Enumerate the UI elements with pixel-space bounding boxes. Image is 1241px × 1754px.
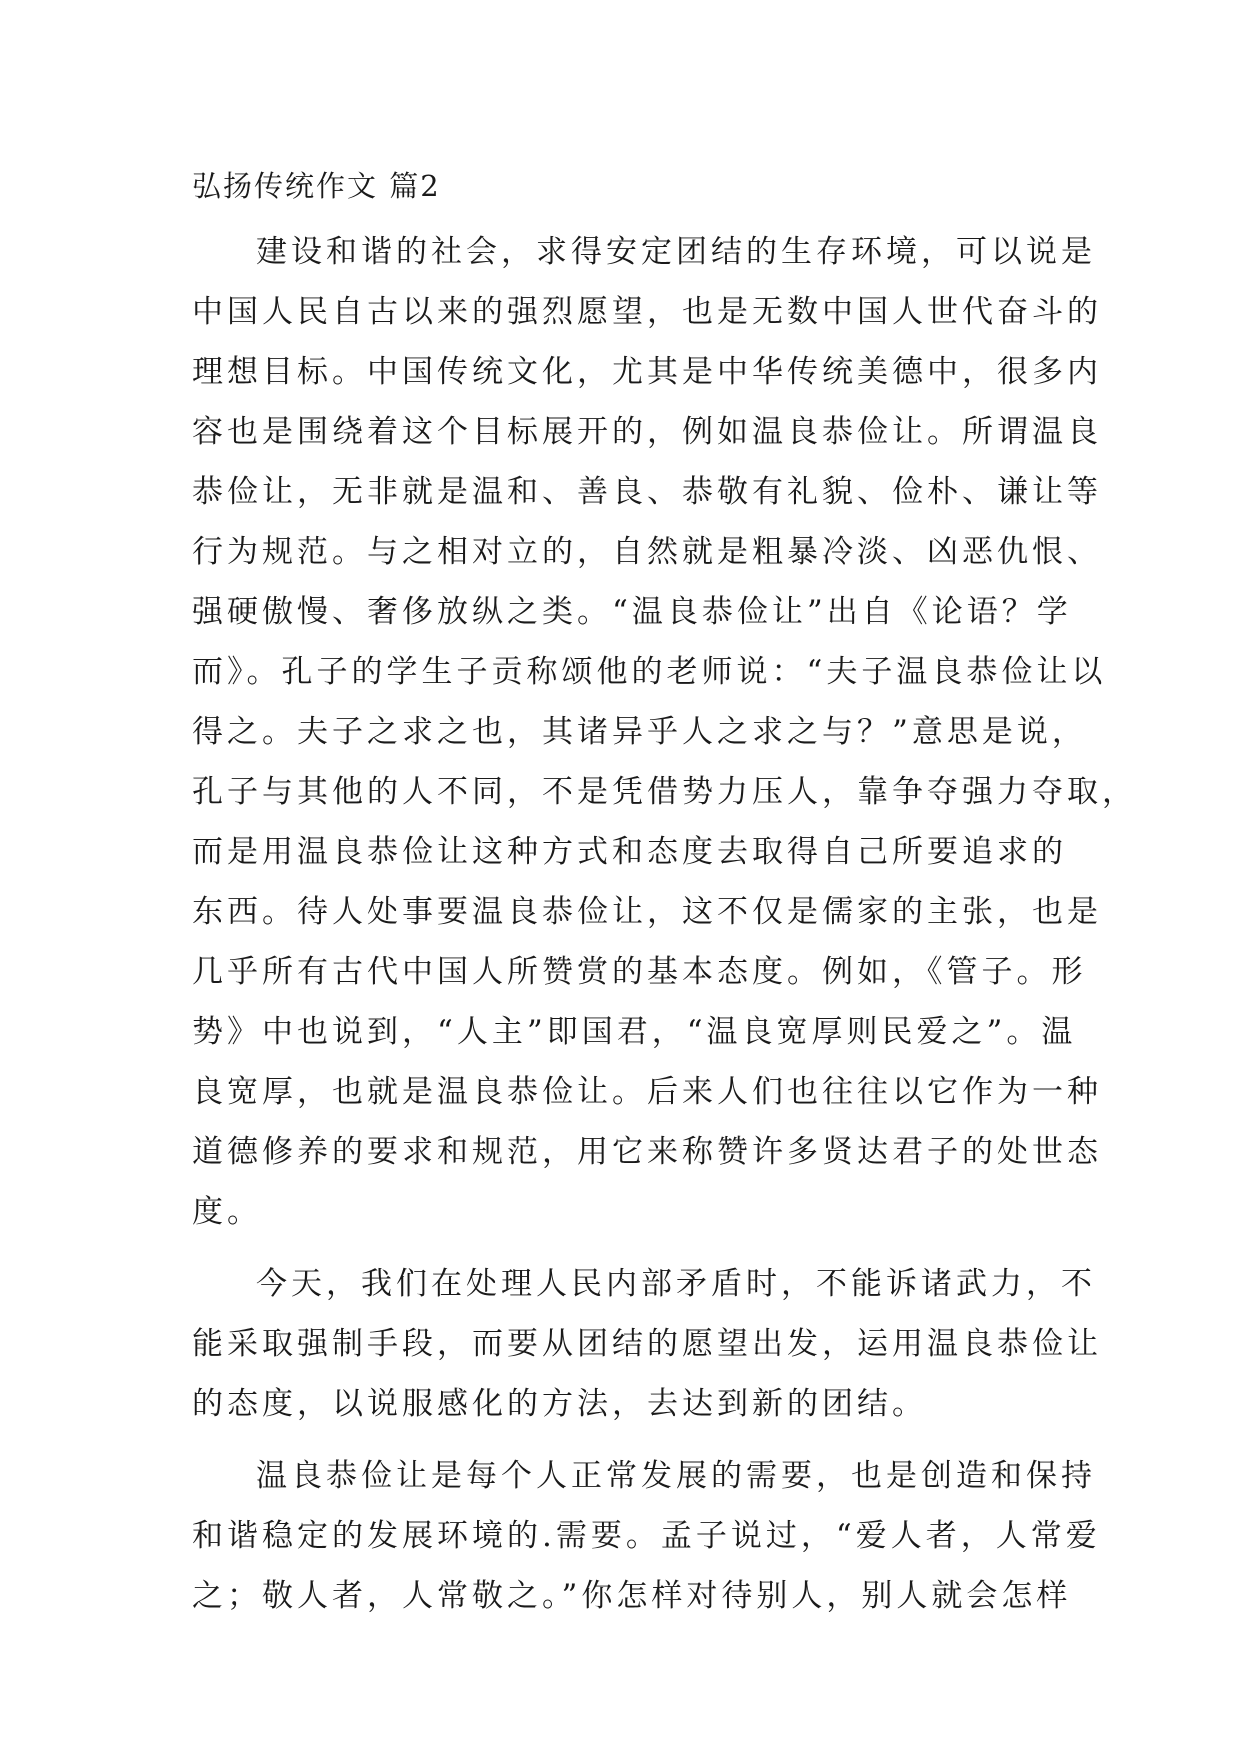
paragraph-spacer [192, 1434, 1072, 1446]
text-line: 容也是围绕着这个目标展开的，例如温良恭俭让。所谓温良 [192, 414, 1102, 450]
paragraph-3 [192, 1446, 1101, 1626]
text-line: 度。 [192, 1194, 262, 1230]
document-body [192, 222, 1137, 1626]
paragraph-1 [192, 222, 1137, 1242]
text-line: 良宽厚，也就是温良恭俭让。后来人们也往往以它作为一种 [192, 1074, 1102, 1110]
text-line: 恭俭让，无非就是温和、善良、恭敬有礼貌、俭朴、谦让等 [192, 474, 1102, 510]
text-line: 势》中也说到，“人主”即国君，“温良宽厚则民爱之”。温 [192, 1014, 1077, 1050]
text-line: 强硬傲慢、奢侈放纵之类。“温良恭俭让”出自《论语？学 [192, 594, 1072, 630]
text-line: 和谐稳定的发展环境的.需要。孟子说过，“爱人者，人常爱 [192, 1518, 1101, 1554]
text-line: 能采取强制手段，而要从团结的愿望出发，运用温良恭俭让 [192, 1326, 1102, 1362]
text-line: 几乎所有古代中国人所赞赏的基本态度。例如，《管子。形 [192, 954, 1087, 990]
text-line: 而》。孔子的学生子贡称颂他的老师说：“夫子温良恭俭让以 [192, 654, 1107, 690]
text-line: 的态度，以说服感化的方法，去达到新的团结。 [192, 1386, 927, 1422]
text-line: 东西。待人处事要温良恭俭让，这不仅是儒家的主张，也是 [192, 894, 1102, 930]
text-line: 理想目标。中国传统文化，尤其是中华传统美德中，很多内 [192, 354, 1102, 390]
text-line: 得之。夫子之求之也，其诸异乎人之求之与？”意思是说， [192, 714, 1087, 750]
text-line: 今天，我们在处理人民内部矛盾时，不能诉诸武力，不 [256, 1266, 1096, 1302]
text-line: 中国人民自古以来的强烈愿望，也是无数中国人世代奋斗的 [192, 294, 1102, 330]
text-line: 孔子与其他的人不同，不是凭借势力压人，靠争夺强力夺取， [192, 774, 1137, 810]
text-line: 而是用温良恭俭让这种方式和态度去取得自己所要追求的 [192, 834, 1067, 870]
text-line: 行为规范。与之相对立的，自然就是粗暴冷淡、凶恶仇恨、 [192, 534, 1102, 570]
text-line: 道德修养的要求和规范，用它来称赞许多贤达君子的处世态 [192, 1134, 1102, 1170]
text-line: 之；敬人者，人常敬之。”你怎样对待别人，别人就会怎样 [192, 1578, 1072, 1614]
text-line: 建设和谐的社会，求得安定团结的生存环境，可以说是 [256, 234, 1096, 270]
text-line: 温良恭俭让是每个人正常发展的需要，也是创造和保持 [256, 1458, 1096, 1494]
paragraph-2 [192, 1254, 1102, 1434]
paragraph-spacer [192, 1242, 1072, 1254]
document-title: 弘扬传统作文 篇2 [192, 169, 441, 203]
